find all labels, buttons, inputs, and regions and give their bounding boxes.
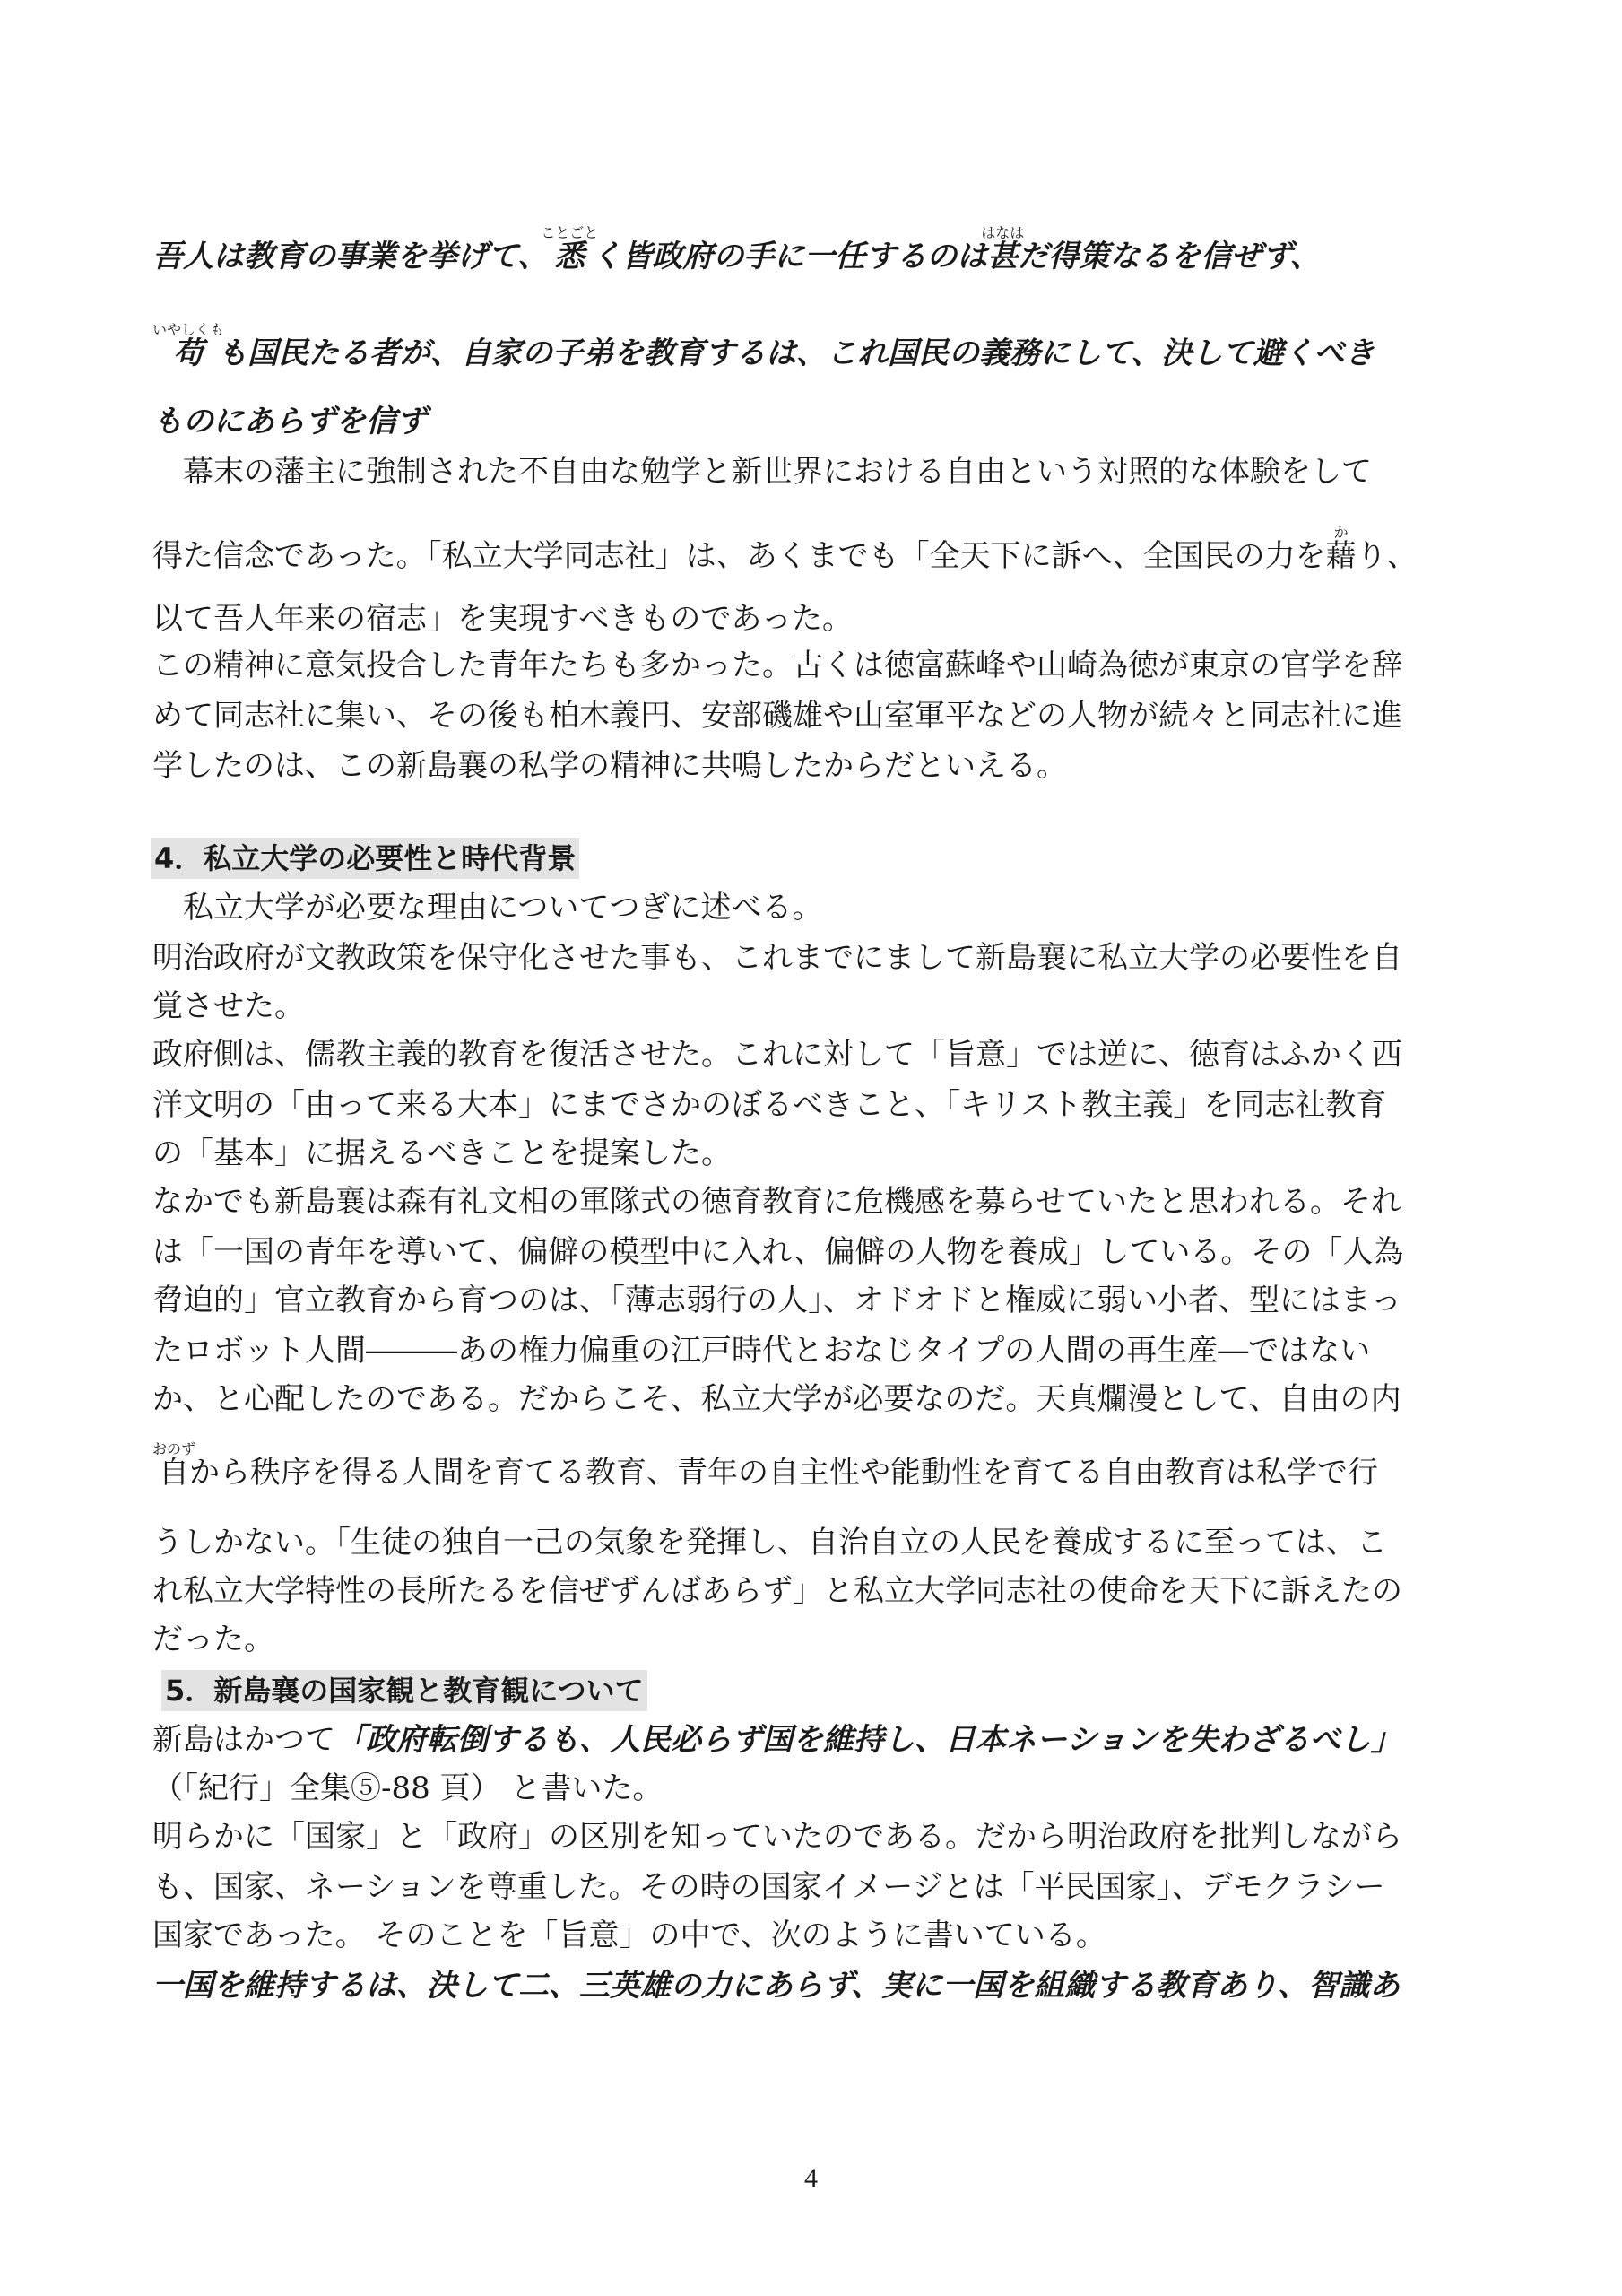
body-line: 私立大学が必要な理由についてつぎに述べる。	[183, 890, 823, 926]
ruby-word: 悉ことごと	[541, 224, 599, 274]
body-line: （「紀行」全集⑤-88 頁） と書いた。	[152, 1770, 664, 1806]
body-line: めて同志社に集い、その後も柏木義円、安部磯雄や山室軍平などの人物が続々と同志社に進	[152, 698, 1402, 734]
body-line: 覚させた。	[152, 988, 305, 1024]
quote-text: も国民たる者が、自家の子弟を教育するは、これ国民の義務にして、決して避くべき	[217, 335, 1375, 371]
quote-line: 一国を維持するは、決して二、三英雄の力にあらず、実に一国を組織する教育あり、智識あ	[152, 1968, 1401, 2004]
quote-line	[152, 224, 1479, 283]
quote-text: く皆政府の手に一任するのは	[591, 239, 988, 274]
body-line: たロボット人間―――あの権力偏重の江戸時代とおなじタイプの人間の再生産―ではない	[152, 1333, 1371, 1369]
quote-text: 「政府転倒するも、人民必らず国を維持し、日本ネーションを失わざるべし」	[335, 1722, 1401, 1758]
ruby-word: 自おのず	[152, 1440, 196, 1491]
body-line: れ私立大学特性の長所たるを信ぜずんばあらず」と私立大学同志社の使命を天下に訴えたの	[152, 1573, 1402, 1609]
quote-text: だ得策なるを信ぜず、	[1018, 239, 1321, 274]
body-line: だった。	[152, 1622, 274, 1657]
body-line: 洋文明の「由って来る大本」にまでさかのぼるべきこと、「キリスト教主義」を同志社教育	[152, 1087, 1387, 1123]
body-line: 脅迫的」官立教育から育つのは、「薄志弱行の人」、オドオドと権威に弱い小者、型にはまっ	[152, 1283, 1401, 1318]
section-heading: 5．新島襄の国家観と教育観について	[161, 1670, 647, 1711]
page-number: 4	[804, 2163, 818, 2193]
body-line: も、国家、ネーションを尊重した。その時の国家イメージとは「平民国家」、デモクラシー	[152, 1869, 1385, 1905]
section-heading: 4．私立大学の必要性と時代背景	[151, 838, 579, 879]
quote-line	[152, 321, 1479, 379]
body-line: の「基本」に据えるべきことを提案した。	[152, 1135, 732, 1171]
body-line: 自おのずから秩序を得る人間を育てる教育、青年の自主性や能動性を育てる自由教育は私学で行	[152, 1440, 1378, 1491]
body-line: 明らかに「国家」と「政府」の区別を知っていたのである。だから明治政府を批判しながら	[152, 1819, 1402, 1855]
body-line: なかでも新島襄は森有礼文相の軍隊式の徳育教育に危機感を募らせていたと思われる。それ	[152, 1184, 1401, 1220]
ruby-word: 藉か	[1325, 524, 1357, 574]
body-line: 以て吾人年来の宿志」を実現すべきものであった。	[152, 601, 853, 637]
body-line: か、と心配したのである。だからこそ、私立大学が必要なのだ。天真爛漫として、自由の内	[152, 1381, 1401, 1417]
body-line: 幕末の藩主に強制された不自由な勉学と新世界における自由という対照的な体験をして	[183, 454, 1372, 490]
ruby-word: 苟いやしくも	[152, 321, 225, 371]
body-line: 国家であった。 そのことを「旨意」の中で、次のように書いている。	[152, 1918, 1106, 1953]
body-line: 得た信念であった。「私立大学同志社」は、あくまでも「全天下に訴へ、全国民の力を藉かり、	[152, 524, 1418, 574]
quote-line: ものにあらずを信ず	[152, 404, 427, 439]
body-line: 学したのは、この新島襄の私学の精神に共鳴したからだといえる。	[152, 748, 1067, 784]
body-line: は「一国の青年を導いて、偏僻の模型中に入れ、偏僻の人物を養成」している。その「人為	[152, 1234, 1404, 1270]
body-line: うしかない。「生徒の独自一己の気象を発揮し、自治自立の人民を養成するに至っては、こ	[152, 1525, 1387, 1561]
body-line: 政府側は、儒教主義的教育を復活させた。これに対して「旨意」では逆に、徳育はふかく西	[152, 1037, 1402, 1073]
ruby-word: 甚はなは	[981, 224, 1025, 274]
quote-text: 吾人は教育の事業を挙げて、	[152, 239, 549, 274]
body-line: 新島はかつて「政府転倒するも、人民必らず国を維持し、日本ネーションを失わざるべし」	[152, 1722, 1401, 1758]
body-line: 明治政府が文教政策を保守化させた事も、これまでにまして新島襄に私立大学の必要性を自	[152, 940, 1402, 976]
body-line: この精神に意気投合した青年たちも多かった。古くは徳富蘇峰や山崎為徳が東京の官学を辞	[152, 648, 1402, 683]
